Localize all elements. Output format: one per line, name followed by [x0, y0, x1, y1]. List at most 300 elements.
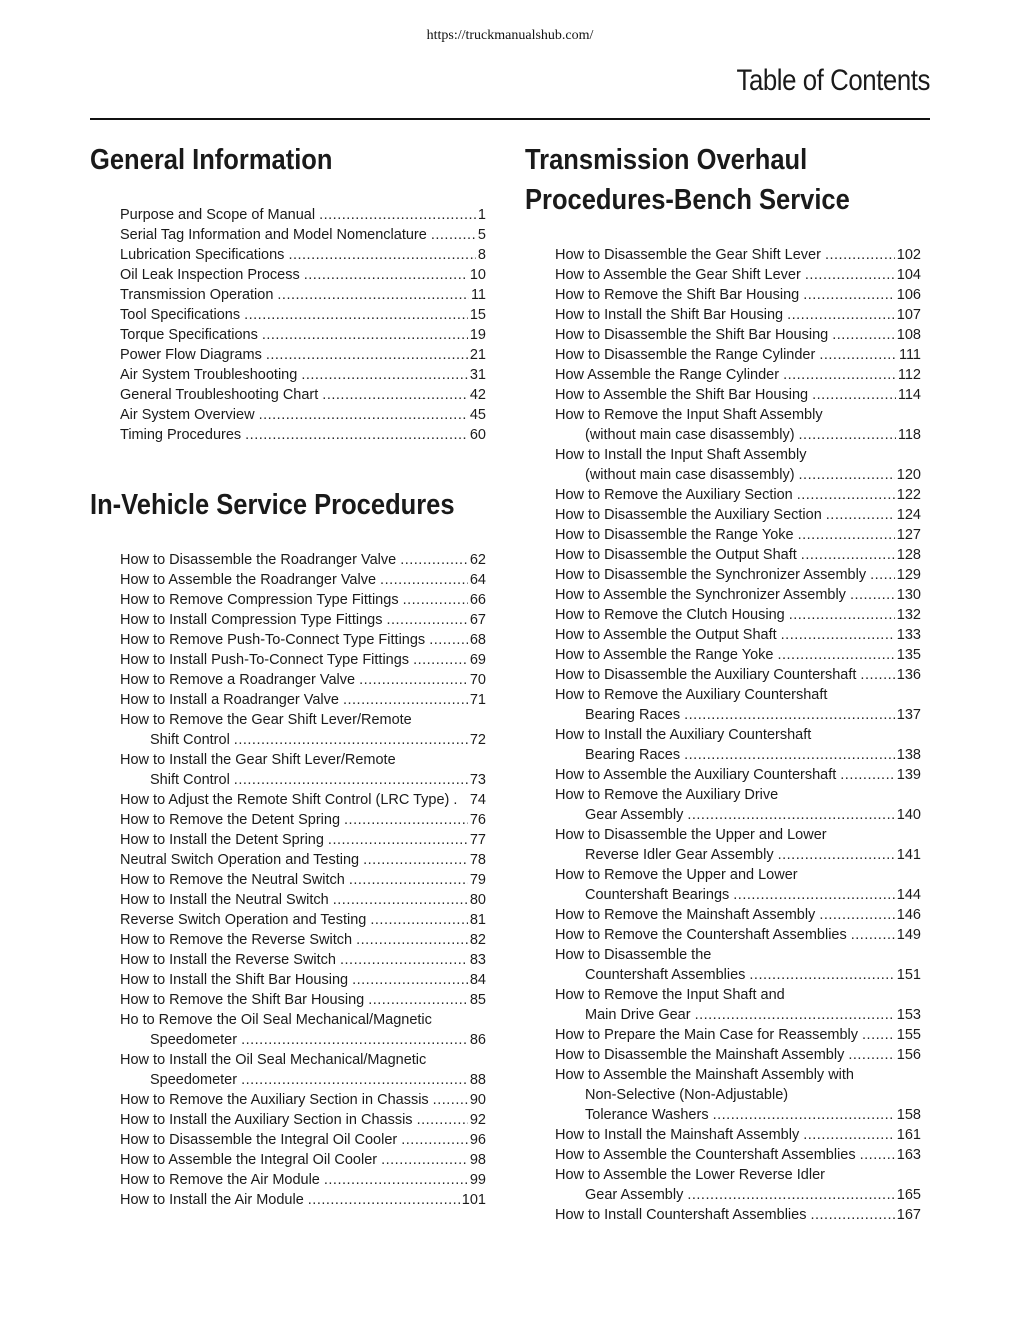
toc-entry-title: Tool Specifications	[120, 307, 241, 323]
toc-dot-leader	[777, 645, 894, 665]
toc-entry[interactable]	[555, 625, 921, 645]
toc-entry[interactable]	[120, 385, 486, 405]
toc-page-number: 120	[896, 467, 921, 483]
toc-dot-leader	[787, 305, 895, 325]
toc-dot-leader	[319, 205, 476, 225]
toc-entry-title: Timing Procedures	[120, 427, 242, 443]
toc-entry-title: How to Install the Air Module	[120, 1192, 304, 1208]
toc-entry-title: How to Install the Shift Bar Housing	[120, 972, 349, 988]
toc-page-number: 144	[896, 887, 921, 903]
toc-entry-title: (without main case disassembly)	[585, 427, 795, 443]
toc-entry[interactable]	[120, 1190, 486, 1210]
toc-page-number: 114	[897, 387, 921, 403]
toc-entry[interactable]	[555, 1005, 921, 1025]
toc-page-number: 127	[896, 527, 921, 543]
toc-entry[interactable]	[555, 325, 921, 345]
toc-page-number: 82	[469, 932, 486, 948]
toc-entry-title: How to Assemble the Mainshaft Assembly with	[555, 1067, 854, 1083]
toc-dot-leader	[870, 565, 895, 585]
toc-page-number: 118	[897, 427, 921, 443]
toc-dot-leader	[832, 325, 895, 345]
toc-entry[interactable]	[120, 790, 486, 810]
toc-entry[interactable]	[555, 945, 921, 965]
toc-entry[interactable]	[555, 605, 921, 625]
toc-entry[interactable]	[120, 1050, 486, 1070]
toc-entry[interactable]	[555, 385, 921, 405]
toc-entry-title: How to Assemble the Integral Oil Cooler	[120, 1152, 378, 1168]
toc-page-number: 163	[896, 1147, 921, 1163]
toc-page-number: 71	[469, 692, 486, 708]
toc-entry-title: How to Install the Auxiliary Countershaft	[555, 727, 812, 743]
toc-entry[interactable]	[555, 705, 921, 725]
toc-dot-leader	[840, 765, 895, 785]
toc-page-number: 141	[896, 847, 921, 863]
toc-page-number: 80	[469, 892, 486, 908]
toc-entry[interactable]	[120, 225, 486, 245]
toc-entry[interactable]	[555, 1125, 921, 1145]
toc-entry-title: How to Disassemble the Upper and Lower	[555, 827, 827, 843]
toc-dot-leader	[805, 265, 895, 285]
toc-dot-leader	[308, 1190, 460, 1210]
toc-page-number: 165	[896, 1187, 921, 1203]
toc-entry-title: How to Install the Auxiliary Section in Chassis	[120, 1112, 413, 1128]
toc-dot-leader	[695, 1005, 895, 1025]
toc-page-number: 78	[469, 852, 486, 868]
toc-page-number: 64	[469, 572, 486, 588]
toc-page-number: 1	[477, 207, 486, 223]
toc-entry[interactable]	[555, 1085, 921, 1105]
toc-page-number: 70	[469, 672, 486, 688]
toc-dot-leader	[803, 1125, 895, 1145]
toc-entry-title: Gear Assembly	[585, 1187, 684, 1203]
toc-page-number: 137	[896, 707, 921, 723]
toc-page-number: 153	[896, 1007, 921, 1023]
toc-page-number: 98	[469, 1152, 486, 1168]
toc-entry-title: How to Remove Push-To-Connect Type Fittings	[120, 632, 426, 648]
toc-dot-leader	[819, 345, 897, 365]
toc-page-number: 167	[896, 1207, 921, 1223]
toc-entry[interactable]	[120, 570, 486, 590]
toc-entry-title: How to Remove the Input Shaft and	[555, 987, 785, 1003]
toc-entry[interactable]	[555, 1145, 921, 1165]
toc-entry[interactable]	[120, 365, 486, 385]
toc-dot-leader	[801, 545, 895, 565]
toc-page-number: 19	[469, 327, 486, 343]
page-url: https://truckmanualshub.com/	[426, 28, 594, 43]
toc-entry[interactable]	[120, 425, 486, 445]
toc-entry-title: How to Disassemble the Auxiliary Section	[555, 507, 822, 523]
toc-entry-title: How to Remove the Auxiliary Section	[555, 487, 793, 503]
toc-entry[interactable]	[120, 810, 486, 830]
toc-entry-title: How to Assemble the Synchronizer Assembly	[555, 587, 846, 603]
toc-entry[interactable]	[120, 870, 486, 890]
toc-entry-title: Purpose and Scope of Manual	[120, 207, 316, 223]
toc-dot-leader	[234, 730, 468, 750]
toc-entry[interactable]	[120, 345, 486, 365]
toc-entry[interactable]	[120, 670, 486, 690]
toc-entry[interactable]	[555, 265, 921, 285]
toc-entry-title: How to Disassemble the Integral Oil Cooler	[120, 1132, 398, 1148]
toc-entry[interactable]	[120, 245, 486, 265]
toc-dot-leader	[370, 910, 467, 930]
toc-entry[interactable]	[555, 485, 921, 505]
toc-entry-title: How Assemble the Range Cylinder	[555, 367, 780, 383]
toc-page-number: 77	[469, 832, 486, 848]
toc-page-number: 15	[469, 307, 486, 323]
toc-entry[interactable]	[120, 930, 486, 950]
toc-dot-leader	[799, 425, 896, 445]
toc-dot-leader	[266, 345, 468, 365]
toc-page-number: 129	[896, 567, 921, 583]
toc-entry[interactable]	[555, 425, 921, 445]
toc-page-number: 128	[896, 547, 921, 563]
toc-entry[interactable]	[120, 850, 486, 870]
toc-entry-title: How to Remove the Auxiliary Countershaft	[555, 687, 828, 703]
toc-entry[interactable]	[120, 950, 486, 970]
toc-entry[interactable]	[555, 1205, 921, 1225]
toc-entry-title: How to Disassemble the Output Shaft	[555, 547, 797, 563]
toc-dot-leader	[778, 845, 895, 865]
toc-dot-leader	[234, 770, 468, 790]
toc-entry-title: How to Remove a Roadranger Valve	[120, 672, 356, 688]
toc-entry[interactable]	[555, 245, 921, 265]
toc-entry[interactable]	[120, 590, 486, 610]
toc-entry-title: (without main case disassembly)	[585, 467, 795, 483]
toc-entry[interactable]	[555, 925, 921, 945]
toc-entry[interactable]	[555, 765, 921, 785]
toc-dot-leader	[400, 550, 468, 570]
toc-page-number: 92	[469, 1112, 486, 1128]
toc-entry-title: How to Assemble the Countershaft Assemblies	[555, 1147, 856, 1163]
toc-entry[interactable]	[555, 1065, 921, 1085]
toc-dot-leader	[783, 365, 896, 385]
toc-entry[interactable]	[555, 725, 921, 745]
toc-entry[interactable]	[555, 405, 921, 425]
toc-list-in-vehicle	[120, 550, 486, 1210]
toc-page-number: 140	[896, 807, 921, 823]
toc-entry[interactable]	[120, 1070, 486, 1090]
toc-entry[interactable]	[555, 465, 921, 485]
toc-entry[interactable]	[120, 610, 486, 630]
toc-entry-title: How to Remove the Shift Bar Housing	[555, 287, 800, 303]
toc-dot-leader	[359, 670, 468, 690]
toc-entry[interactable]	[120, 730, 486, 750]
toc-entry-title: How to Remove the Gear Shift Lever/Remote	[120, 712, 412, 728]
toc-dot-leader	[825, 245, 895, 265]
toc-entry[interactable]	[555, 1165, 921, 1185]
toc-page-number: 31	[469, 367, 486, 383]
toc-dot-leader	[713, 1105, 895, 1125]
toc-page-number: 106	[896, 287, 921, 303]
toc-page-number: 99	[469, 1172, 486, 1188]
toc-entry[interactable]	[120, 910, 486, 930]
toc-entry-title: How to Disassemble the Range Yoke	[555, 527, 794, 543]
toc-page-number: 136	[896, 667, 921, 683]
toc-dot-leader	[797, 485, 895, 505]
toc-dot-leader	[431, 225, 476, 245]
section-heading-overhaul-line1: Transmission Overhaul	[525, 144, 808, 176]
toc-page-number: 102	[896, 247, 921, 263]
toc-entry-title: How to Install the Mainshaft Assembly	[555, 1127, 800, 1143]
toc-entry-title: How to Disassemble the	[555, 947, 712, 963]
toc-entry-title: Non-Selective (Non-Adjustable)	[585, 1087, 789, 1103]
toc-entry-title: Shift Control	[150, 772, 230, 788]
toc-dot-leader	[277, 285, 469, 305]
toc-entry[interactable]	[555, 365, 921, 385]
toc-dot-leader	[386, 610, 467, 630]
toc-page-number: 111	[898, 347, 921, 363]
toc-dot-leader	[687, 1185, 894, 1205]
toc-entry[interactable]	[555, 845, 921, 865]
toc-page-number: 11	[470, 287, 486, 303]
toc-entry[interactable]	[555, 565, 921, 585]
toc-entry-title: How to Remove the Auxiliary Section in Chassis	[120, 1092, 429, 1108]
toc-entry[interactable]	[120, 1090, 486, 1110]
toc-dot-leader	[301, 365, 468, 385]
toc-entry-title: How to Remove the Upper and Lower	[555, 867, 798, 883]
toc-dot-leader	[826, 505, 895, 525]
toc-page-number: 138	[896, 747, 921, 763]
toc-page-number: 73	[469, 772, 486, 788]
toc-entry-title: How to Adjust the Remote Shift Control (LRC Type) .	[120, 792, 458, 808]
toc-entry-title: How to Install the Detent Spring	[120, 832, 324, 848]
toc-page-number: 21	[469, 347, 486, 363]
toc-entry-title: Serial Tag Information and Model Nomenclature	[120, 227, 427, 243]
toc-entry[interactable]	[120, 710, 486, 730]
toc-entry-title: How to Install the Input Shaft Assembly	[555, 447, 807, 463]
toc-dot-leader	[343, 690, 468, 710]
toc-page-number: 90	[469, 1092, 486, 1108]
toc-entry[interactable]	[120, 890, 486, 910]
toc-entry-title: How to Disassemble the Range Cylinder	[555, 347, 816, 363]
toc-dot-leader	[381, 1150, 468, 1170]
toc-page-number: 76	[469, 812, 486, 828]
toc-entry[interactable]	[555, 885, 921, 905]
page-title: Table of Contents	[736, 64, 930, 97]
toc-entry[interactable]	[555, 285, 921, 305]
toc-list-overhaul	[555, 245, 921, 1225]
toc-entry-title: How to Disassemble the Auxiliary Countershaft	[555, 667, 857, 683]
toc-dot-leader	[684, 705, 895, 725]
toc-entry[interactable]	[555, 745, 921, 765]
toc-entry-title: How to Remove the Air Module	[120, 1172, 320, 1188]
toc-page-number: 146	[896, 907, 921, 923]
toc-dot-leader	[241, 1070, 468, 1090]
toc-dot-leader	[363, 850, 468, 870]
toc-page-number: 161	[896, 1127, 921, 1143]
section-heading-overhaul-line2: Procedures-Bench Service	[525, 184, 850, 216]
toc-entry[interactable]	[120, 305, 486, 325]
toc-page-number: 158	[896, 1107, 921, 1123]
toc-dot-leader	[413, 650, 468, 670]
toc-entry[interactable]	[120, 770, 486, 790]
toc-entry-title: How to Assemble the Lower Reverse Idler	[555, 1167, 825, 1183]
toc-dot-leader	[244, 305, 468, 325]
toc-dot-leader	[403, 590, 468, 610]
toc-entry-title: How to Install a Roadranger Valve	[120, 692, 339, 708]
toc-entry[interactable]	[555, 505, 921, 525]
toc-page-number: 8	[477, 247, 486, 263]
toc-entry-title: How to Assemble the Roadranger Valve	[120, 572, 377, 588]
toc-dot-leader	[344, 810, 468, 830]
toc-entry[interactable]	[120, 1170, 486, 1190]
toc-page-number: 66	[469, 592, 486, 608]
toc-dot-leader	[241, 1030, 468, 1050]
toc-entry-title: Neutral Switch Operation and Testing	[120, 852, 360, 868]
toc-dot-leader	[245, 425, 468, 445]
toc-dot-leader	[687, 805, 894, 825]
toc-entry-title: How to Install Compression Type Fittings	[120, 612, 383, 628]
toc-entry[interactable]	[120, 970, 486, 990]
toc-entry[interactable]	[555, 585, 921, 605]
toc-entry[interactable]	[120, 1150, 486, 1170]
toc-dot-leader	[799, 465, 895, 485]
toc-entry-title: Countershaft Assemblies	[585, 967, 746, 983]
toc-dot-leader	[433, 1090, 468, 1110]
toc-entry[interactable]	[120, 285, 486, 305]
toc-entry[interactable]	[120, 405, 486, 425]
toc-entry-title: How to Disassemble the Roadranger Valve	[120, 552, 397, 568]
toc-entry[interactable]	[555, 445, 921, 465]
toc-page-number: 74	[469, 792, 486, 808]
toc-dot-leader	[860, 665, 894, 685]
toc-dot-leader	[860, 1145, 895, 1165]
toc-entry[interactable]	[555, 1025, 921, 1045]
toc-entry[interactable]	[555, 345, 921, 365]
toc-page-number: 85	[469, 992, 486, 1008]
toc-entry[interactable]	[555, 805, 921, 825]
toc-entry[interactable]	[555, 1105, 921, 1125]
toc-page-number: 83	[469, 952, 486, 968]
toc-entry-title: Bearing Races	[585, 747, 681, 763]
toc-entry-title: How to Assemble the Range Yoke	[555, 647, 774, 663]
toc-entry-title: Torque Specifications	[120, 327, 258, 343]
toc-page-number: 60	[469, 427, 486, 443]
section-heading-general-information: General Information	[90, 144, 333, 176]
toc-entry[interactable]	[120, 205, 486, 225]
toc-dot-leader	[368, 990, 468, 1010]
toc-entry[interactable]	[555, 645, 921, 665]
toc-page-number: 42	[469, 387, 486, 403]
toc-entry-title: Gear Assembly	[585, 807, 684, 823]
toc-entry[interactable]	[120, 265, 486, 285]
toc-entry[interactable]	[555, 865, 921, 885]
toc-entry-title: How to Disassemble the Shift Bar Housing	[555, 327, 829, 343]
toc-page-number: 107	[896, 307, 921, 323]
toc-dot-leader	[304, 265, 468, 285]
toc-entry[interactable]	[120, 630, 486, 650]
toc-entry[interactable]	[555, 965, 921, 985]
toc-entry[interactable]	[120, 650, 486, 670]
toc-page-number: 72	[469, 732, 486, 748]
toc-entry[interactable]	[555, 985, 921, 1005]
toc-dot-leader	[340, 950, 468, 970]
toc-dot-leader	[819, 905, 894, 925]
section-heading-in-vehicle: In-Vehicle Service Procedures	[90, 489, 455, 521]
toc-dot-leader	[328, 830, 468, 850]
toc-dot-leader	[851, 925, 895, 945]
toc-entry[interactable]	[555, 1185, 921, 1205]
toc-entry[interactable]	[555, 685, 921, 705]
toc-page-number: 156	[896, 1047, 921, 1063]
right-column	[525, 140, 925, 1225]
toc-dot-leader	[380, 570, 468, 590]
toc-page-number: 108	[896, 327, 921, 343]
toc-entry-title: How to Remove the Detent Spring	[120, 812, 341, 828]
toc-entry-title: How to Install Push-To-Connect Type Fittings	[120, 652, 410, 668]
toc-entry-title: Speedometer	[150, 1072, 238, 1088]
toc-entry-title: Lubrication Specifications	[120, 247, 285, 263]
toc-entry-title: How to Assemble the Shift Bar Housing	[555, 387, 809, 403]
toc-page-number: 88	[469, 1072, 486, 1088]
toc-entry[interactable]	[555, 665, 921, 685]
toc-page-number: 81	[469, 912, 486, 928]
toc-dot-leader	[684, 745, 895, 765]
toc-entry-title: Air System Overview	[120, 407, 255, 423]
toc-entry[interactable]	[555, 785, 921, 805]
toc-entry[interactable]	[120, 550, 486, 570]
toc-entry-title: How to Disassemble the Synchronizer Assembly	[555, 567, 867, 583]
toc-page-number: 62	[469, 552, 486, 568]
toc-entry-title: Countershaft Bearings	[585, 887, 730, 903]
toc-entry[interactable]	[120, 1030, 486, 1050]
toc-entry[interactable]	[555, 305, 921, 325]
left-column	[90, 140, 490, 1210]
toc-dot-leader	[429, 630, 468, 650]
toc-dot-leader	[262, 325, 468, 345]
toc-entry-title: Speedometer	[150, 1032, 238, 1048]
toc-page-number: 132	[896, 607, 921, 623]
toc-entry-title: How to Install Countershaft Assemblies	[555, 1207, 807, 1223]
toc-page-number: 68	[469, 632, 486, 648]
toc-entry-title: Air System Troubleshooting	[120, 367, 298, 383]
toc-page-number: 10	[469, 267, 486, 283]
toc-dot-leader	[324, 1170, 468, 1190]
toc-entry-title: How to Install the Oil Seal Mechanical/Magnetic	[120, 1052, 427, 1068]
toc-dot-leader	[733, 885, 895, 905]
toc-entry[interactable]	[555, 905, 921, 925]
toc-entry[interactable]	[555, 825, 921, 845]
toc-entry-title: General Troubleshooting Chart	[120, 387, 319, 403]
toc-entry[interactable]	[120, 1010, 486, 1030]
toc-page-number: 79	[469, 872, 486, 888]
toc-page-number: 104	[896, 267, 921, 283]
toc-entry[interactable]	[120, 1110, 486, 1130]
toc-entry[interactable]	[120, 690, 486, 710]
toc-entry[interactable]	[555, 1045, 921, 1065]
toc-page-number: 67	[469, 612, 486, 628]
toc-entry-title: Bearing Races	[585, 707, 681, 723]
toc-list-general	[120, 205, 486, 445]
toc-entry-title: How to Remove the Shift Bar Housing	[120, 992, 365, 1008]
toc-entry-title: How to Disassemble the Mainshaft Assembly	[555, 1047, 845, 1063]
toc-entry[interactable]	[120, 830, 486, 850]
toc-dot-leader	[259, 405, 468, 425]
toc-entry[interactable]	[120, 325, 486, 345]
toc-entry[interactable]	[555, 545, 921, 565]
toc-entry[interactable]	[120, 990, 486, 1010]
toc-entry[interactable]	[120, 1130, 486, 1150]
toc-dot-leader	[781, 625, 895, 645]
toc-entry-title: How to Install the Shift Bar Housing	[555, 307, 784, 323]
toc-dot-leader	[803, 285, 895, 305]
toc-entry[interactable]	[120, 750, 486, 770]
toc-entry-title: How to Remove the Input Shaft Assembly	[555, 407, 823, 423]
toc-page-number: 101	[461, 1192, 486, 1208]
toc-dot-leader	[812, 385, 896, 405]
toc-entry[interactable]	[555, 525, 921, 545]
toc-entry-title: How to Assemble the Gear Shift Lever	[555, 267, 801, 283]
